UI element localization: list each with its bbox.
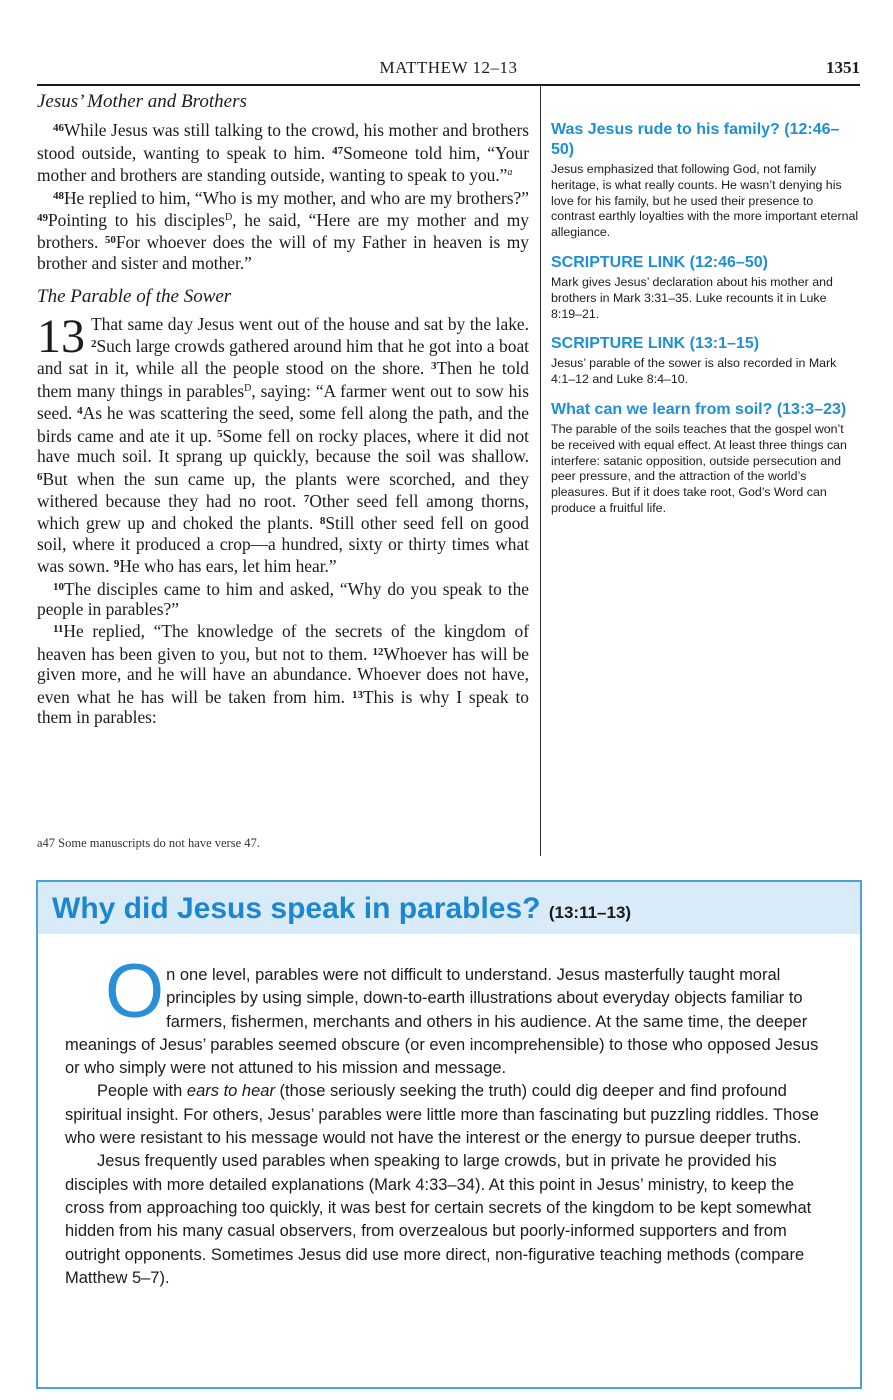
chapter-number: 13	[37, 309, 85, 363]
page-number: 1351	[826, 58, 860, 77]
verse-text: , he said, “Here are my mother and my brothers.	[37, 210, 529, 253]
feature-text: People with	[97, 1082, 187, 1101]
study-note-title: What can we learn from soil? (13:3–23)	[551, 400, 847, 418]
study-note-title: SCRIPTURE LINK (12:46–50)	[551, 253, 768, 271]
feature-paragraph	[65, 1080, 835, 1150]
verse-text: Still other seed fell on good soil, where it produced a crop—a hundred, sixty or thirty times what was sown.	[37, 513, 529, 577]
verse-number: 5	[217, 427, 223, 440]
verse-paragraph	[37, 577, 529, 620]
verse-number: 50	[104, 234, 116, 247]
study-notes-column	[551, 120, 860, 529]
verse-number: 2	[91, 338, 97, 351]
study-note-title: Was Jesus rude to his family? (12:46–50)	[551, 121, 840, 158]
verse-text: Other seed fell among thorns, which grew up and choked the plants.	[37, 490, 529, 534]
verse-text: While Jesus was still talking to the crowd, his mother and brothers stood outside, wanting to speak to him.	[37, 120, 529, 163]
column-divider	[540, 86, 541, 856]
section-heading: Jesus’ Mother and Brothers	[37, 91, 247, 112]
verse-text: The disciples came to him and asked, “Why do you speak to the people in parables?”	[37, 578, 529, 619]
study-note-body: Mark gives Jesus’ declaration about his mother and brothers in Mark 3:31–35. Luke recounts it in Luke 8:19–21.	[551, 274, 833, 321]
page-header	[37, 56, 860, 86]
feature-paragraph: Jesus frequently used parables when speaking to large crowds, but in private he provided his disciples with more detailed explanations (Mark 4:33–34). At this point in Jesus’ ministry, to keep the cross from approaching too quickly, it was best for certain secrets of the kingdom to be kept somewhat hidden from his many casual observers, from overzealous but poorly-informed supporters and from outright opponents. Sometimes Jesus did use more direct, non-figurative teaching methods (compare Matthew 5–7).	[65, 1152, 812, 1287]
verse-text: , saying: “A farmer went out to sow his seed.	[37, 380, 529, 424]
feature-body	[65, 949, 835, 1290]
verse-text: Whoever has will be given more, and he will have an abundance. Whoever does not have, even what he has will be taken from him.	[37, 643, 530, 707]
verse-number: 11	[53, 623, 64, 636]
feature-title-text: Why did Jesus speak in parables?	[52, 892, 541, 925]
verse-number: 8	[319, 515, 326, 528]
dictionary-marker: D	[224, 212, 233, 224]
study-note-body: Jesus’ parable of the sower is also recorded in Mark 4:1–12 and Luke 8:4–10.	[551, 356, 837, 387]
verse-text: This is why I speak to them in parables:	[37, 686, 529, 727]
verse-text: As he was scattering the seed, some fell along the path, and the birds came and ate it up.	[37, 403, 529, 446]
verse-number: 48	[53, 189, 64, 202]
section-heading: The Parable of the Sower	[37, 286, 232, 308]
verse-paragraph	[37, 619, 529, 727]
verse-number: 4	[77, 405, 83, 418]
verse-text: Such large crowds gathered around him that he got into a boat and sat in it, while all the people stood on the shore.	[37, 336, 529, 379]
verse-number: 49	[37, 212, 48, 225]
verse-text: He who has ears, let him hear.”	[119, 556, 337, 577]
verse-number: 47	[332, 144, 344, 157]
verse-text: Pointing to his disciples	[48, 210, 225, 231]
verse-text: That same day Jesus went out of the house and sat by the lake.	[91, 313, 529, 334]
feature-reference: (13:11–13)	[548, 903, 632, 922]
dictionary-marker: D	[244, 382, 252, 394]
verse-number: 46	[53, 122, 64, 135]
feature-box	[36, 880, 862, 1389]
verse-text: Then he told them many things in parables	[37, 358, 529, 401]
verse-paragraph	[37, 186, 529, 274]
study-note-title: SCRIPTURE LINK (13:1–15)	[551, 335, 760, 353]
study-note	[551, 400, 860, 517]
feature-paragraph	[65, 949, 835, 1080]
footnote-marker[interactable]: a	[507, 167, 513, 179]
verse-paragraph	[37, 118, 529, 185]
feature-emphasis: ears to hear	[186, 1082, 275, 1101]
feature-text: n one level, parables were not difficult to understand. Jesus masterfully taught moral principles by using simple, down-to-earth illustrations about everyday objects familiar to farmers, fishermen, merchants and others in his audience. At the same time, the deeper meanings of Jesus’ parables seemed obscure (or even incomprehensible) to those who opposed Jesus or who simply were not attuned to his mission and message.	[65, 966, 819, 1078]
study-note-body: Jesus emphasized that following God, not family heritage, is what really counts. He wasn’t denying his love for his family, but he used their presence to contrast earthly loyalties with the more important eternal allegiance.	[551, 162, 859, 240]
feature-text: (those seriously seeking the truth) could dig deeper and find profound spiritual insight. For others, Jesus’ parables were little more than fascinating but puzzling riddles. Those who were resistant to his message would not have the interest or the energy to pursue deeper truths.	[65, 1082, 819, 1148]
drop-cap: O	[105, 949, 165, 1034]
verse-text: He replied to him, “Who is my mother, and who are my brothers?”	[64, 187, 529, 208]
verse-text: Someone told him, “Your mother and brothers are standing outside, wanting to speak to you.”	[37, 142, 529, 186]
verse-number: 6	[37, 470, 43, 483]
verse-text: He replied, “The knowledge of the secrets of the kingdom of heaven has been given to you, but not to them.	[37, 621, 529, 664]
study-note-body: The parable of the soils teaches that the gospel won’t be received with equal effect. At least three things can interfere: satanic opposition, outside persecution and peer pressure, and the attraction of the world’s pleasures. But if it does take root, God’s Word can produce a fruitful life.	[551, 421, 847, 515]
study-note	[551, 120, 860, 241]
study-note	[551, 253, 860, 322]
verse-number: 12	[372, 645, 384, 658]
verse-text: Some fell on rocky places, where it did not have much soil. It sprang up quickly, because the soil was shallow.	[37, 425, 529, 467]
verse-paragraph	[37, 309, 529, 577]
verse-number: 13	[351, 688, 363, 701]
verse-number: 3	[430, 360, 437, 373]
running-head: MATTHEW 12–13	[379, 58, 518, 77]
study-note	[551, 334, 860, 388]
verse-number: 7	[303, 492, 310, 505]
footnote: a47 Some manuscripts do not have verse 47.	[37, 836, 260, 850]
verse-number: 9	[113, 558, 120, 571]
feature-title	[52, 892, 631, 926]
verse-number: 10	[53, 580, 64, 593]
verse-text: But when the sun came up, the plants were scorched, and they withered because they had no root.	[37, 468, 529, 511]
verse-text: For whoever does the will of my Father in heaven is my brother and sister and mother.”	[37, 232, 529, 273]
scripture-column	[37, 90, 529, 727]
